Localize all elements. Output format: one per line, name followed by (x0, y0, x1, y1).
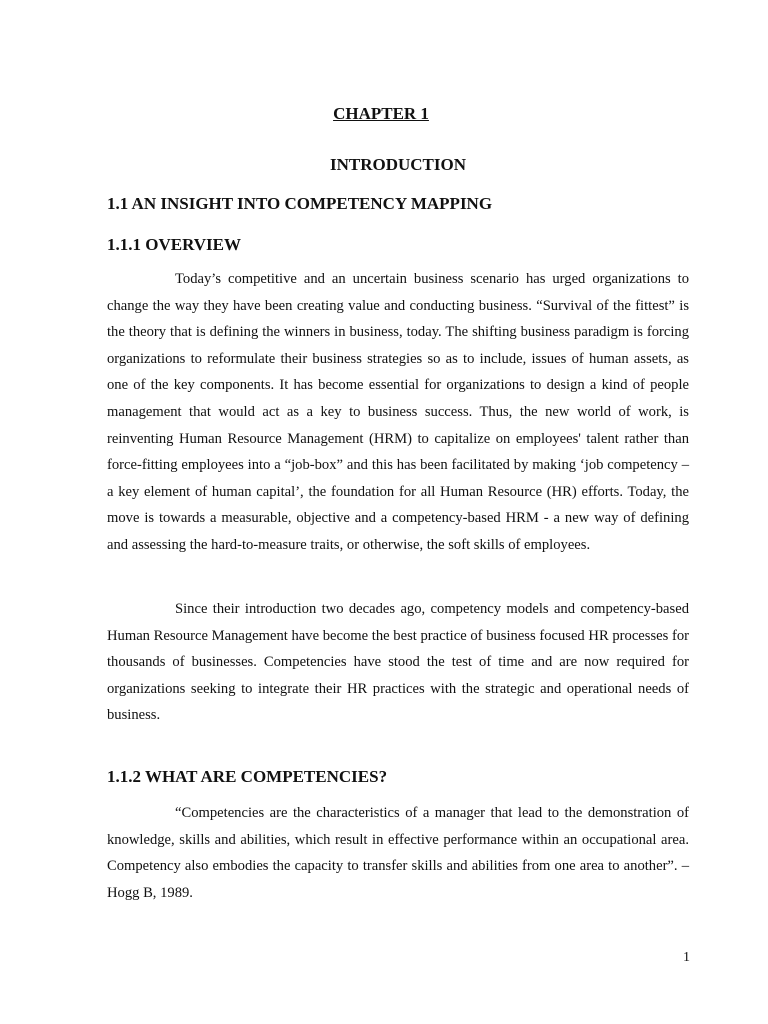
section-heading-overview: 1.1.1 OVERVIEW (107, 235, 241, 254)
section-heading-competencies: 1.1.2 WHAT ARE COMPETENCIES? (107, 767, 388, 786)
section-heading-insight: 1.1 AN INSIGHT INTO COMPETENCY MAPPING (107, 194, 493, 213)
overview-paragraph-1: Today’s competitive and an uncertain business scenario has urged organizations to change the way they have been creating value and conducting business. “Survival of the fittest” is the theory that is defining the winners in business, today. The shifting business paradigm is forcing organizations to reformulate their business strategies so as to include, issues of human assets, as one of the key components. It has become essential for organizations to design a kind of people management that would act as a key to business success. Thus, the new world of work, is reinventing Human Resource Management (HRM) to capitalize on employees' talent rather than force-fitting employees into a “job-box” and this has been facilitated by making ‘job competency – a key element of human capital’, the foundation for all Human Resource (HR) efforts. Today, the move is towards a measurable, objective and a competency-based HRM - a new way of defining and assessing the hard-to-measure traits, or otherwise, the soft skills of employees. (107, 271, 689, 553)
page-number: 1 (683, 950, 690, 965)
chapter-subtitle: INTRODUCTION (329, 155, 467, 174)
chapter-title: CHAPTER 1 (333, 104, 429, 123)
overview-paragraph-2: Since their introduction two decades ago, competency models and competency-based Human Resource Management have become the best practice of business focused HR processes for thousands of businesses. Competencies have stood the test of time and are now required for organizations seeking to integrate their HR practices with the strategic and operational needs of business. (107, 601, 689, 724)
competencies-paragraph-1: “Competencies are the characteristics of a manager that lead to the demonstration of knowledge, skills and abilities, which result in effective performance within an occupational area. Competency also embodies the capacity to transfer skills and abilities from one area to another”. – Hogg B, 1989. (107, 805, 689, 901)
